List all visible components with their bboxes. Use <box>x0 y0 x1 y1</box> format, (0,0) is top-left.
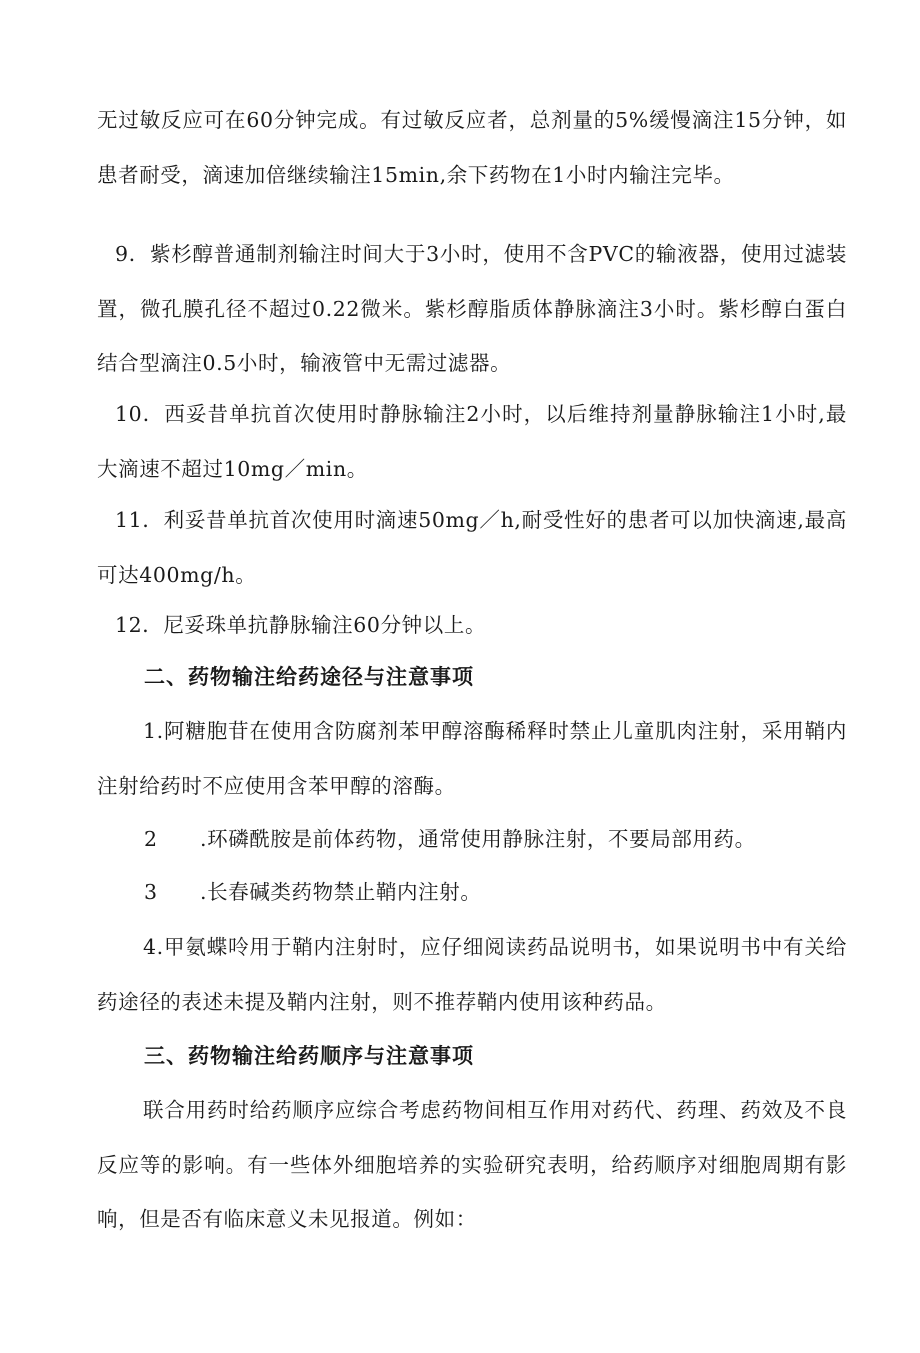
section2-item-2-number: 2 <box>144 827 158 851</box>
list-item-10: 10．西妥昔单抗首次使用时静脉输注2小时，以后维持剂量静脉输注1小时,最大滴速不超过10mg／min。 <box>97 402 847 481</box>
paragraph-continuation: 无过敏反应可在60分钟完成。有过敏反应者，总剂量的5%缓慢滴注15分钟，如患者耐受，滴速加倍继续输注15min,余下药物在1小时内输注完毕。 <box>97 108 847 187</box>
section2-item-3-number: 3 <box>144 880 158 904</box>
list-item-11: 11．利妥昔单抗首次使用时滴速50mg／h,耐受性好的患者可以加快滴速,最高可达400mg/h。 <box>97 508 847 587</box>
section2-item-3 <box>144 865 481 920</box>
section2-item-3-text: .长春碱类药物禁止鞘内注射。 <box>200 880 482 904</box>
list-item-9: 9．紫杉醇普通制剂输注时间大于3小时，使用不含PVC的输液器，使用过滤装置，微孔膜孔径不超过0.22微米。紫杉醇脂质体静脉滴注3小时。紫杉醇白蛋白结合型滴注0.5小时，输液管中无需过滤器。 <box>97 242 847 375</box>
section3-intro-paragraph: 联合用药时给药顺序应综合考虑药物间相互作用对药代、药理、药效及不良反应等的影响。有一些体外细胞培养的实验研究表明，给药顺序对细胞周期有影响，但是否有临床意义未见报道。例如： <box>97 1098 847 1231</box>
section-heading-2: 二、药物输注给药途径与注意事项 <box>144 665 474 689</box>
section2-item-1: 1.阿糖胞苷在使用含防腐剂苯甲醇溶酶稀释时禁止儿童肌肉注射，采用鞘内注射给药时不应使用含苯甲醇的溶酶。 <box>97 719 847 798</box>
list-item-12: 12．尼妥珠单抗静脉输注60分钟以上。 <box>115 613 487 637</box>
section2-item-4: 4.甲氨蝶呤用于鞘内注射时，应仔细阅读药品说明书，如果说明书中有关给药途径的表述未提及鞘内注射，则不推荐鞘内使用该种药品。 <box>97 935 847 1014</box>
section2-item-2 <box>144 812 756 867</box>
section2-item-2-text: .环磷酰胺是前体药物，通常使用静脉注射，不要局部用药。 <box>200 827 756 851</box>
section-heading-3: 三、药物输注给药顺序与注意事项 <box>144 1044 474 1068</box>
